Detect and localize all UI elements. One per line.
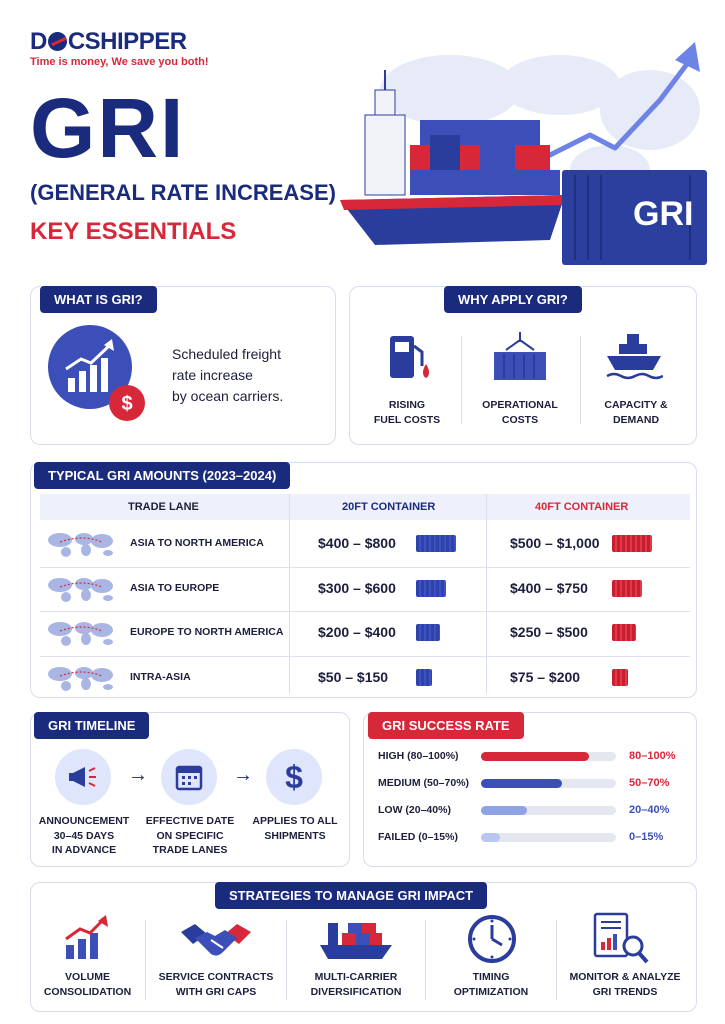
definition-line-2: rate increase	[172, 367, 253, 383]
strategy-line: MONITOR & ANALYZE	[569, 971, 681, 983]
col-40ft: 40FT CONTAINER	[535, 501, 629, 513]
timeline-step-2	[161, 749, 217, 805]
strategies-heading: STRATEGIES TO MANAGE GRI IMPACT	[215, 882, 487, 909]
amount-20ft: $50 – $150	[318, 668, 389, 685]
row-divider	[40, 567, 690, 568]
why-item-line: COSTS	[501, 413, 539, 426]
strategy-line: WITH GRI CAPS	[175, 985, 257, 998]
timeline-arrow-2: →	[233, 764, 253, 786]
strategy-item-4	[430, 970, 552, 999]
strategy-line: SERVICE CONTRACTS	[158, 971, 274, 983]
container-40ft-icon	[612, 624, 636, 641]
megaphone-icon	[67, 763, 99, 791]
definition-line-1: Scheduled freight	[172, 346, 281, 362]
timeline-step-1-label	[33, 814, 135, 858]
success-label: MEDIUM (50–70%)	[378, 777, 470, 789]
amount-40ft: $500 – $1,000	[510, 535, 600, 552]
container-20ft-icon	[416, 669, 432, 686]
col-trade-lane: TRADE LANE	[128, 501, 199, 513]
step-line: ON SPECIFIC	[156, 829, 224, 842]
step-line: TRADE LANES	[152, 844, 228, 857]
container-label: GRI	[633, 195, 694, 233]
fuel-pump-icon	[386, 332, 436, 384]
container-40ft-icon	[612, 669, 628, 686]
why-item-line: RISING	[388, 399, 426, 411]
success-rate-heading: GRI SUCCESS RATE	[368, 712, 524, 739]
dollar-icon: $	[285, 758, 303, 795]
container-40ft-icon	[612, 580, 642, 597]
amount-20ft: $400 – $800	[318, 535, 396, 552]
what-is-gri-heading: WHAT IS GRI?	[40, 286, 157, 313]
strategy-item-3	[290, 970, 422, 999]
world-map-icon	[46, 575, 116, 603]
strategy-line: MULTI-CARRIER	[314, 971, 398, 983]
report-magnifier-icon	[591, 912, 653, 966]
timeline-heading: GRI TIMELINE	[34, 712, 149, 739]
clock-icon	[466, 913, 518, 965]
world-map-icon	[46, 664, 116, 692]
success-bar-track	[481, 752, 616, 761]
divider	[556, 920, 557, 1000]
divider	[286, 920, 287, 1000]
amount-40ft: $250 – $500	[510, 624, 588, 641]
why-item-1	[357, 398, 457, 427]
step-line: IN ADVANCE	[51, 844, 117, 857]
container-20ft-icon	[416, 535, 456, 552]
gri-amounts-heading: TYPICAL GRI AMOUNTS (2023–2024)	[34, 462, 290, 489]
amount-20ft: $200 – $400	[318, 624, 396, 641]
timeline-arrow-1: →	[128, 764, 148, 786]
ship-icon	[605, 332, 663, 384]
divider	[486, 494, 487, 694]
step-line: APPLIES TO ALL	[252, 815, 338, 827]
why-apply-heading: WHY APPLY GRI?	[444, 286, 582, 313]
tagline: Time is money, We save you both!	[30, 56, 209, 68]
success-value: 20–40%	[629, 804, 670, 816]
success-label: HIGH (80–100%)	[378, 750, 459, 762]
why-item-line: CAPACITY &	[604, 399, 668, 411]
container-crane-icon	[492, 332, 548, 384]
world-map-icon	[46, 530, 116, 558]
logo-text-2: CSHIPPER	[67, 28, 187, 55]
amount-40ft: $400 – $750	[510, 579, 588, 596]
divider	[461, 336, 462, 424]
rate-increase-icon	[46, 323, 156, 423]
container-20ft-icon	[416, 580, 446, 597]
strategy-line: CONSOLIDATION	[43, 985, 132, 998]
success-bar-track	[481, 779, 616, 788]
row-divider	[40, 611, 690, 612]
hero-illustration	[330, 30, 720, 270]
page-subtitle: (GENERAL RATE INCREASE)	[30, 180, 336, 205]
handshake-icon	[181, 918, 251, 962]
row-divider	[40, 656, 690, 657]
strategy-line: OPTIMIZATION	[453, 985, 529, 998]
step-line: ANNOUNCEMENT	[38, 815, 130, 827]
amount-20ft: $300 – $600	[318, 579, 396, 596]
why-item-line: DEMAND	[612, 413, 660, 426]
why-item-line: FUEL COSTS	[373, 413, 441, 426]
success-bar-fill	[481, 752, 589, 761]
trade-lane-label: ASIA TO EUROPE	[130, 581, 220, 594]
timeline-step-2-label	[139, 814, 241, 858]
logo-text-1: D	[30, 28, 47, 55]
step-line: 30–45 DAYS	[53, 829, 115, 842]
growth-chart-icon	[62, 915, 110, 963]
world-map-icon	[46, 619, 116, 647]
trade-lane-label: INTRA-ASIA	[130, 670, 191, 683]
why-item-3	[586, 398, 686, 427]
container-40ft-icon	[612, 535, 652, 552]
trade-lane-label: ASIA TO NORTH AMERICA	[130, 537, 264, 550]
strategy-line: VOLUME	[65, 971, 110, 983]
success-value: 50–70%	[629, 777, 670, 789]
strategy-line: GRI TRENDS	[592, 985, 658, 998]
svg-text:$: $	[121, 393, 133, 415]
logo	[30, 28, 187, 56]
key-essentials-heading: KEY ESSENTIALS	[30, 218, 237, 245]
divider	[425, 920, 426, 1000]
success-value: 0–15%	[629, 831, 664, 843]
page-title: GRI	[30, 81, 186, 175]
why-item-line: OPERATIONAL	[482, 399, 558, 411]
timeline-step-3	[266, 749, 322, 805]
strategy-item-1	[35, 970, 140, 999]
strategy-line: DIVERSIFICATION	[310, 985, 402, 998]
amount-40ft: $75 – $200	[510, 668, 581, 685]
divider	[289, 494, 290, 694]
what-is-gri-text	[172, 344, 283, 407]
strategy-item-2	[150, 970, 282, 999]
success-bar-track	[481, 806, 616, 815]
success-value: 80–100%	[629, 750, 676, 762]
success-label: FAILED (0–15%)	[378, 831, 458, 843]
globe-logo-icon	[48, 32, 67, 51]
success-bar-fill	[481, 833, 500, 842]
success-bar-fill	[481, 806, 527, 815]
trade-lane-label: EUROPE TO NORTH AMERICA	[130, 626, 284, 639]
definition-line-3: by ocean carriers.	[172, 388, 284, 404]
strategy-item-5	[560, 970, 690, 999]
why-item-2	[469, 398, 571, 427]
calendar-icon	[174, 762, 204, 792]
success-bar-fill	[481, 779, 562, 788]
strategy-line: TIMING	[472, 971, 510, 983]
step-line: SHIPMENTS	[264, 829, 326, 842]
col-20ft: 20FT CONTAINER	[342, 501, 436, 513]
divider	[145, 920, 146, 1000]
cargo-ship-icon	[318, 915, 394, 965]
timeline-step-3-label	[244, 814, 346, 843]
step-line: EFFECTIVE DATE	[145, 815, 235, 827]
success-label: LOW (20–40%)	[378, 804, 451, 816]
success-bar-track	[481, 833, 616, 842]
timeline-step-1	[55, 749, 111, 805]
container-20ft-icon	[416, 624, 440, 641]
divider	[580, 336, 581, 424]
